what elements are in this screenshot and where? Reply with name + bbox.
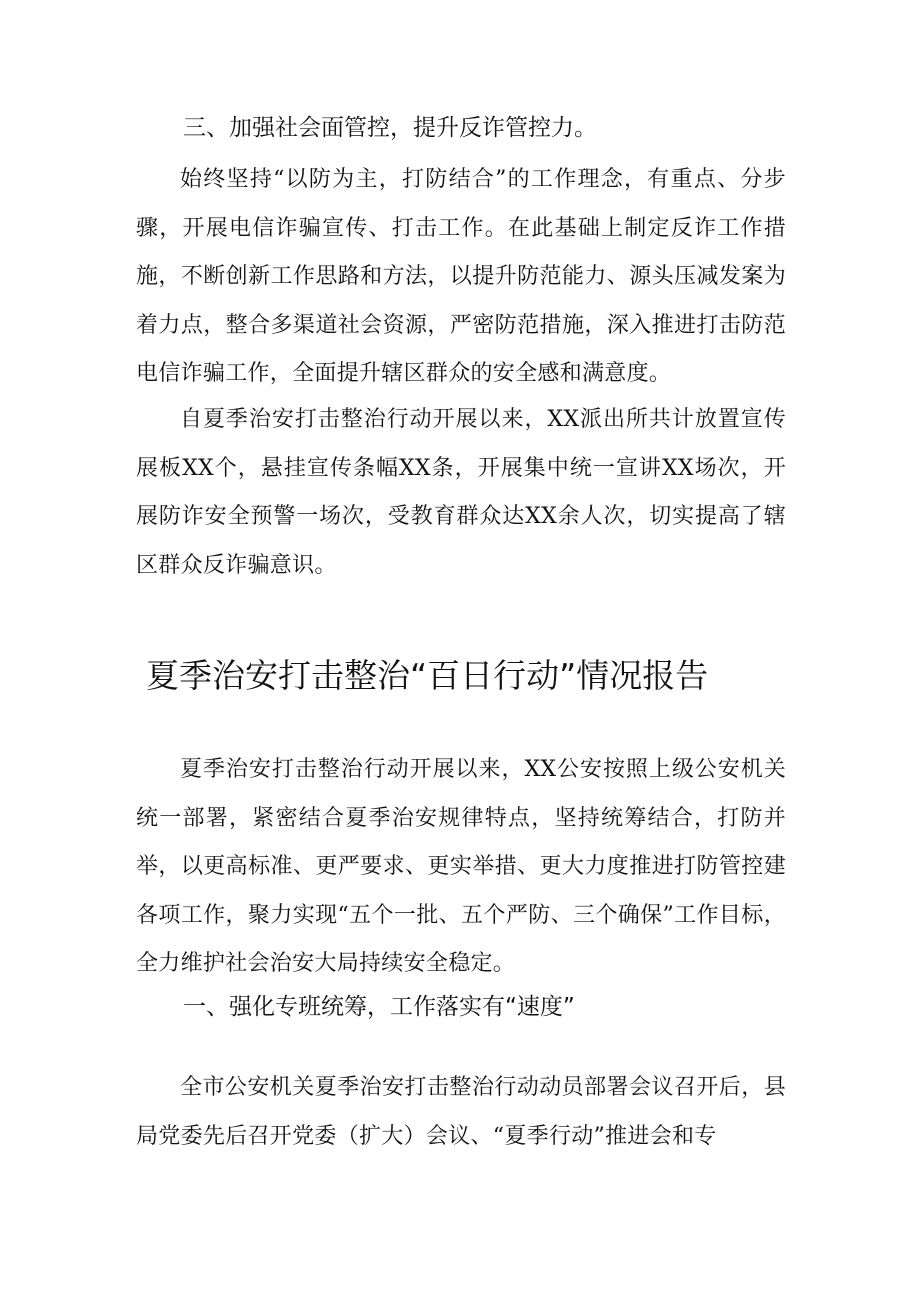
paragraph-mobilization-meeting: 全市公安机关夏季治安打击整治行动动员部署会议召开后，县局党委先后召开党委（扩大）会议、“夏季行动”推进会和专	[136, 1075, 786, 1149]
section-heading-task-force: 一、强化专班统筹，工作落实有“速度”	[183, 994, 575, 1020]
paragraph-report-intro: 夏季治安打击整治行动开展以来，XX公安按照上级公安机关统一部署，紧密结合夏季治安规律特点，坚持统筹结合，打防并举，以更高标准、更严要求、更实举措、更大力度推进打防管控建各项工作，聚力实现“五个一批、五个严防、三个确保”工作目标，全力维护社会治安大局持续安全稳定。	[136, 757, 786, 976]
report-title: 夏季治安打击整治“百日行动”情况报告	[146, 656, 709, 695]
paragraph-campaign-statistics: 自夏季治安打击整治行动开展以来，XX派出所共计放置宣传展板XX个，悬挂宣传条幅XX条，开展集中统一宣讲XX场次，开展防诈安全预警一场次，受教育群众达XX余人次，切实提高了辖区群众反诈骗意识。	[136, 407, 786, 578]
paragraph-prevention-philosophy: 始终坚持“以防为主，打防结合”的工作理念，有重点、分步骤，开展电信诈骗宣传、打击工作。在此基础上制定反诈工作措施，不断创新工作思路和方法，以提升防范能力、源头压减发案为着力点，整合多渠道社会资源，严密防范措施，深入推进打击防范电信诈骗工作，全面提升辖区群众的安全感和满意度。	[136, 167, 786, 386]
section-heading-strengthen-control: 三、加强社会面管控，提升反诈管控力。	[183, 115, 597, 141]
